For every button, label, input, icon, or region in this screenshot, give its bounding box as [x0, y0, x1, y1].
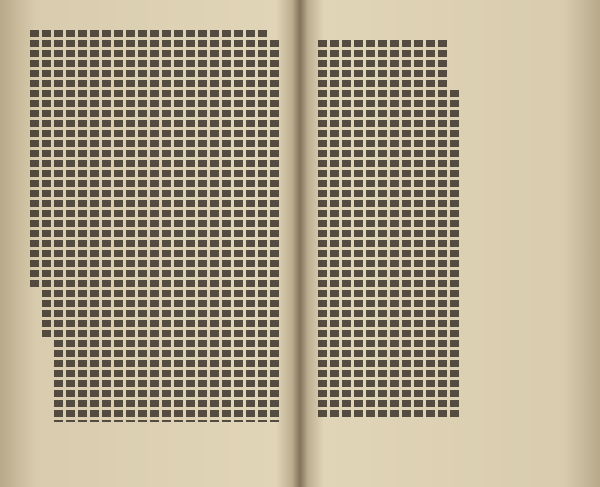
text-column: [438, 40, 447, 420]
text-column: [378, 40, 387, 420]
text-column: [258, 30, 267, 422]
text-column: [42, 30, 51, 340]
text-column: [450, 90, 459, 420]
text-column: [414, 40, 423, 420]
text-column: [390, 40, 399, 420]
text-column: [330, 40, 339, 420]
text-column: [402, 40, 411, 420]
text-column: [114, 30, 123, 422]
text-column: [150, 30, 159, 422]
text-column: [174, 30, 183, 422]
text-column: [366, 40, 375, 420]
text-column: [186, 30, 195, 422]
text-column: [234, 30, 243, 422]
text-column: [318, 40, 327, 420]
text-column: [198, 30, 207, 422]
right-page: [300, 0, 600, 487]
text-column: [210, 30, 219, 422]
text-column: [66, 30, 75, 422]
text-column: [90, 30, 99, 422]
text-column: [138, 30, 147, 422]
text-column: [354, 40, 363, 420]
text-column: [426, 40, 435, 420]
text-column: [126, 30, 135, 422]
text-column: [222, 30, 231, 422]
text-column: [102, 30, 111, 422]
text-column: [54, 30, 63, 422]
text-column: [162, 30, 171, 422]
text-column: [78, 30, 87, 422]
text-column: [246, 30, 255, 422]
text-column: [342, 40, 351, 420]
text-column: [270, 40, 279, 422]
text-column: [30, 30, 39, 290]
